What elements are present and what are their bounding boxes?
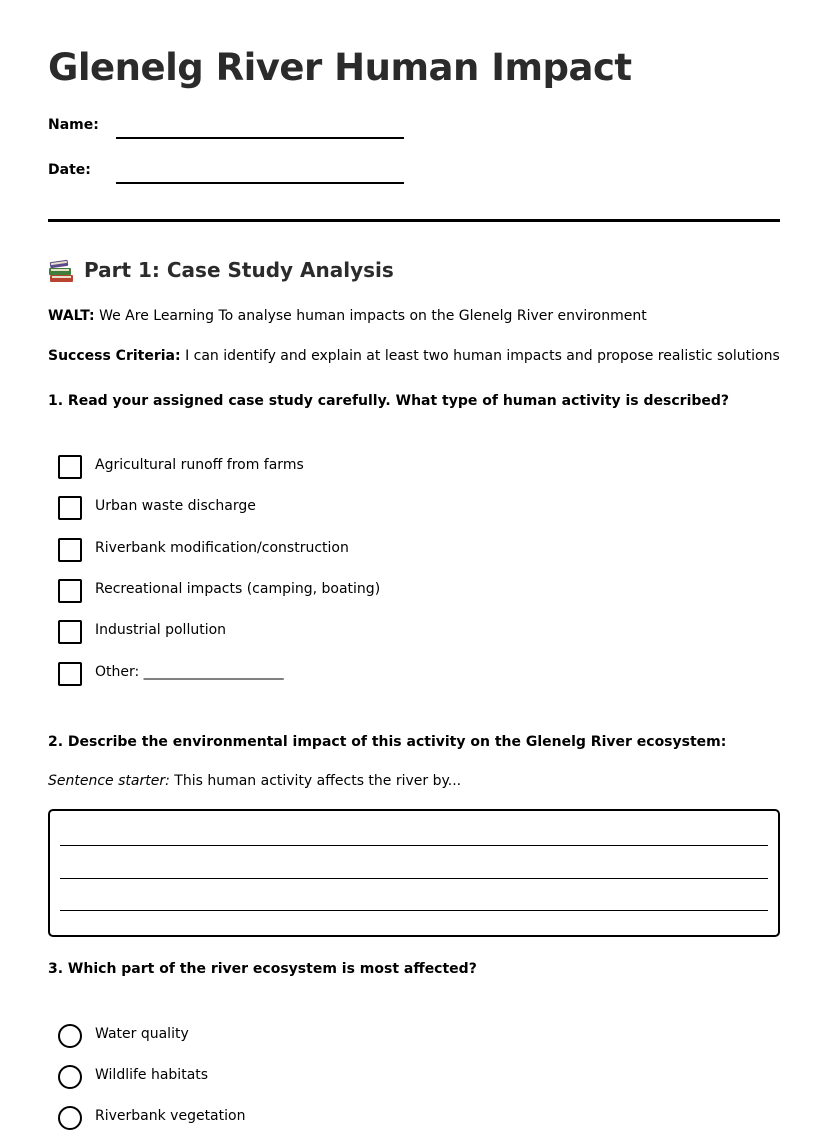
books-icon	[48, 259, 74, 283]
name-line[interactable]	[116, 137, 404, 139]
option-label: Industrial pollution	[95, 622, 227, 638]
radio-button[interactable]	[58, 1024, 82, 1048]
date-field[interactable]	[48, 162, 408, 186]
q3-option-vegetation[interactable]	[58, 1106, 478, 1132]
q2-answer-box[interactable]	[48, 809, 780, 937]
part1-title: Part 1: Case Study Analysis	[84, 258, 394, 282]
success-criteria	[48, 348, 780, 364]
checkbox[interactable]	[58, 579, 82, 603]
q1-option-urban[interactable]	[58, 496, 478, 522]
q1-option-recreational[interactable]	[58, 579, 478, 605]
checkbox[interactable]	[58, 455, 82, 479]
question-3-prompt: 3. Which part of the river ecosystem is most affected?	[48, 961, 477, 977]
worksheet-title: Glenelg River Human Impact	[48, 46, 632, 89]
answer-line	[60, 910, 768, 911]
checkbox[interactable]	[58, 620, 82, 644]
question-2-prompt: 2. Describe the environmental impact of this activity on the Glenelg River ecosystem:	[48, 734, 727, 750]
walt-statement	[48, 308, 647, 324]
name-label: Name:	[48, 117, 99, 133]
answer-line	[60, 878, 768, 879]
q1-option-agricultural[interactable]	[58, 455, 478, 481]
option-label: Agricultural runoff from farms	[95, 457, 304, 473]
success-criteria-label: Success Criteria:	[48, 348, 181, 364]
option-label: Riverbank modification/construction	[95, 540, 349, 556]
q3-option-water-quality[interactable]	[58, 1024, 478, 1050]
checkbox[interactable]	[58, 496, 82, 520]
q1-option-industrial[interactable]	[58, 620, 478, 646]
q1-option-riverbank[interactable]	[58, 538, 478, 564]
option-label: Recreational impacts (camping, boating)	[95, 581, 381, 597]
checkbox[interactable]	[58, 662, 82, 686]
walt-text: We Are Learning To analyse human impacts on the Glenelg River environment	[99, 308, 647, 324]
option-label: Water quality	[95, 1026, 189, 1042]
success-criteria-text: I can identify and explain at least two human impacts and propose realistic solutions	[185, 348, 780, 364]
date-label: Date:	[48, 162, 91, 178]
answer-line	[60, 845, 768, 846]
checkbox[interactable]	[58, 538, 82, 562]
question-1-prompt: 1. Read your assigned case study carefully. What type of human activity is described?	[48, 393, 730, 409]
q1-option-other[interactable]	[58, 662, 478, 688]
header-divider	[48, 219, 780, 222]
radio-button[interactable]	[58, 1065, 82, 1089]
sentence-starter-text: This human activity affects the river by...	[174, 773, 462, 789]
q3-option-wildlife[interactable]	[58, 1065, 478, 1091]
option-label: Wildlife habitats	[95, 1067, 209, 1083]
option-label: Urban waste discharge	[95, 498, 256, 514]
walt-label: WALT:	[48, 308, 95, 324]
option-label: Other: ____________________	[95, 664, 284, 680]
radio-button[interactable]	[58, 1106, 82, 1130]
sentence-starter-label: Sentence starter:	[48, 773, 170, 789]
name-field[interactable]	[48, 117, 408, 141]
date-line[interactable]	[116, 182, 404, 184]
sentence-starter	[48, 773, 461, 789]
option-label: Riverbank vegetation	[95, 1108, 246, 1124]
